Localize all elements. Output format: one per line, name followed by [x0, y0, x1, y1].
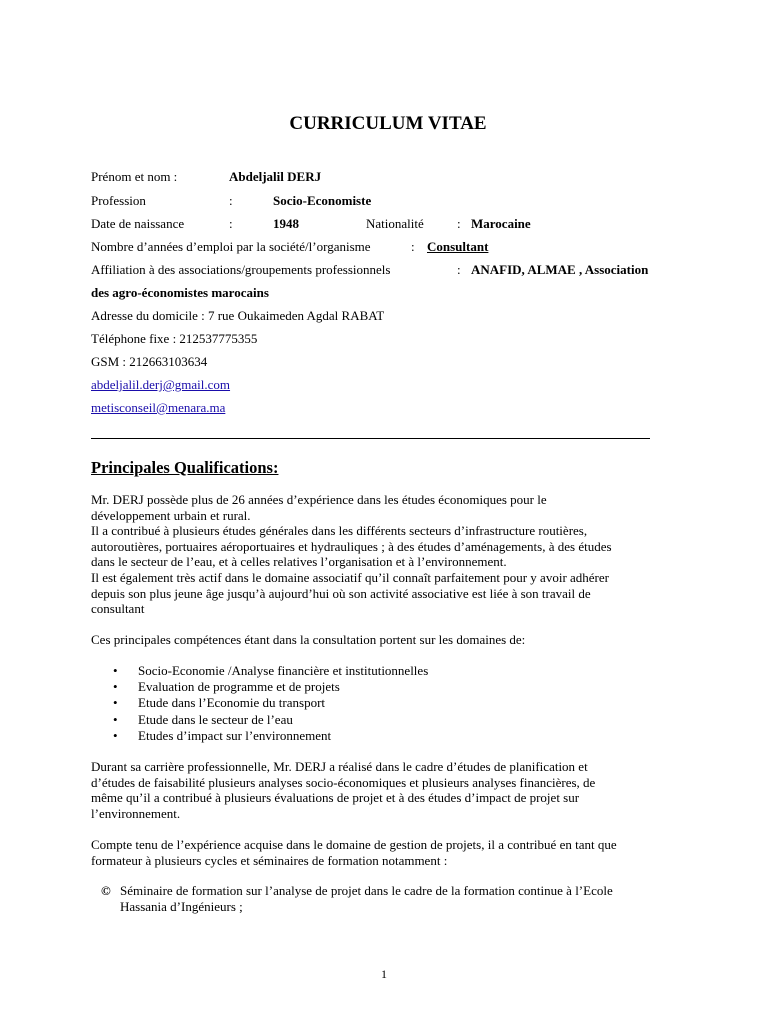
- employment-value: Consultant: [427, 239, 489, 254]
- nationality-label: Nationalité: [366, 216, 424, 231]
- experience-paragraph: [91, 492, 677, 617]
- qualifications-heading: Principales Qualifications:: [91, 458, 279, 477]
- affiliation-label: Affiliation à des associations/groupements professionnels: [91, 262, 391, 277]
- seminar-line: Séminaire de formation sur l’analyse de projet dans le cadre de la formation continue à l’Ecole: [120, 883, 613, 898]
- list-item: [113, 679, 428, 695]
- paragraph-line: Ces principales compétences étant dans la consultation portent sur les domaines de:: [91, 632, 526, 647]
- employment-label: Nombre d’années d’emploi par la société/l’organisme: [91, 239, 371, 254]
- list-item-label: Etude dans le secteur de l’eau: [138, 711, 293, 727]
- seminar-item: [120, 883, 613, 915]
- bullet-icon: •: [113, 679, 118, 695]
- training-paragraph: [91, 837, 677, 868]
- profession-colon: :: [229, 193, 233, 208]
- seminar-line: Hassania d’Ingénieurs ;: [120, 899, 243, 914]
- copyright-bullet-icon: ©: [101, 883, 111, 898]
- paragraph-line: Durant sa carrière professionnelle, Mr. DERJ a réalisé dans le cadre d’études de planification et: [91, 759, 588, 774]
- nationality-colon: :: [457, 216, 461, 231]
- list-item: [113, 712, 428, 728]
- affiliation-colon: :: [457, 262, 461, 277]
- list-item-label: Etudes d’impact sur l’environnement: [138, 727, 332, 743]
- paragraph-line: autoroutières, portuaires aéroportuaires et hydrauliques ; à des études d’aménagements, à des études: [91, 538, 612, 554]
- list-item-label: Etude dans l’Economie du transport: [138, 695, 326, 711]
- career-paragraph: [91, 759, 677, 821]
- birth-value: 1948: [273, 216, 299, 231]
- home-address: Adresse du domicile : 7 rue Oukaimeden Agdal RABAT: [91, 308, 385, 323]
- affiliation-value-continued: des agro-économistes marocains: [91, 285, 269, 300]
- list-item: [113, 728, 428, 744]
- paragraph-line: développement urbain et rural.: [91, 507, 251, 523]
- name-value: Abdeljalil DERJ: [229, 169, 322, 184]
- bullet-icon: •: [113, 711, 118, 727]
- paragraph-line: depuis son plus jeune âge jusqu’à aujourd’hui où son activité associative est liée à son travail de: [91, 585, 591, 601]
- paragraph-line: Mr. DERJ possède plus de 26 années d’expérience dans les études économiques pour le: [91, 492, 547, 507]
- affiliation-value: ANAFID, ALMAE , Association: [471, 262, 649, 277]
- paragraph-line: l’environnement.: [91, 805, 181, 821]
- birth-colon: :: [229, 216, 233, 231]
- section-divider: [91, 438, 650, 439]
- bullet-icon: •: [113, 663, 118, 678]
- bullet-icon: •: [113, 695, 118, 711]
- paragraph-line: consultant: [91, 601, 145, 617]
- profession-value: Socio-Economiste: [273, 193, 372, 208]
- paragraph-line: Il a contribué à plusieurs études générales dans les différents secteurs d’infrastructure routières,: [91, 523, 588, 539]
- list-item: [113, 695, 428, 711]
- landline-phone: Téléphone fixe : 212537775355: [91, 331, 258, 346]
- name-label: Prénom et nom :: [91, 169, 178, 184]
- document-title: CURRICULUM VITAE: [289, 113, 487, 134]
- competences-intro: [91, 632, 677, 648]
- list-item-label: Evaluation de programme et de projets: [138, 679, 340, 695]
- paragraph-line: Compte tenu de l’expérience acquise dans le domaine de gestion de projets, il a contribué en tant que: [91, 837, 617, 852]
- paragraph-line: Il est également très actif dans le domaine associatif qu’il connaît parfaitement pour y avoir adhérer: [91, 569, 609, 585]
- birth-label: Date de naissance: [91, 216, 185, 231]
- mobile-phone: GSM : 212663103634: [91, 354, 208, 369]
- list-item: [113, 663, 428, 679]
- page-number: 1: [381, 967, 387, 981]
- paragraph-line: dans le secteur de l’eau, et à celles relatives l’organisation et à l’environnement.: [91, 554, 507, 570]
- profession-label: Profession: [91, 193, 146, 208]
- email-link-primary[interactable]: abdeljalil.derj@gmail.com: [91, 377, 231, 392]
- paragraph-line: d’études de faisabilité plusieurs analyses socio-économiques et plusieurs analyses financières, de: [91, 774, 596, 790]
- list-item-label: Socio-Economie /Analyse financière et institutionnelles: [138, 663, 429, 678]
- email-link-secondary[interactable]: metisconseil@menara.ma: [91, 400, 226, 415]
- bullet-icon: •: [113, 727, 118, 743]
- paragraph-line: même qu’il a contribué à plusieurs évaluations de projet et à des études d’impact de projet sur: [91, 790, 580, 806]
- competences-list: [113, 663, 428, 744]
- employment-colon: :: [411, 239, 415, 254]
- nationality-value: Marocaine: [471, 216, 531, 231]
- paragraph-line: formateur à plusieurs cycles et séminaires de formation notamment :: [91, 852, 448, 868]
